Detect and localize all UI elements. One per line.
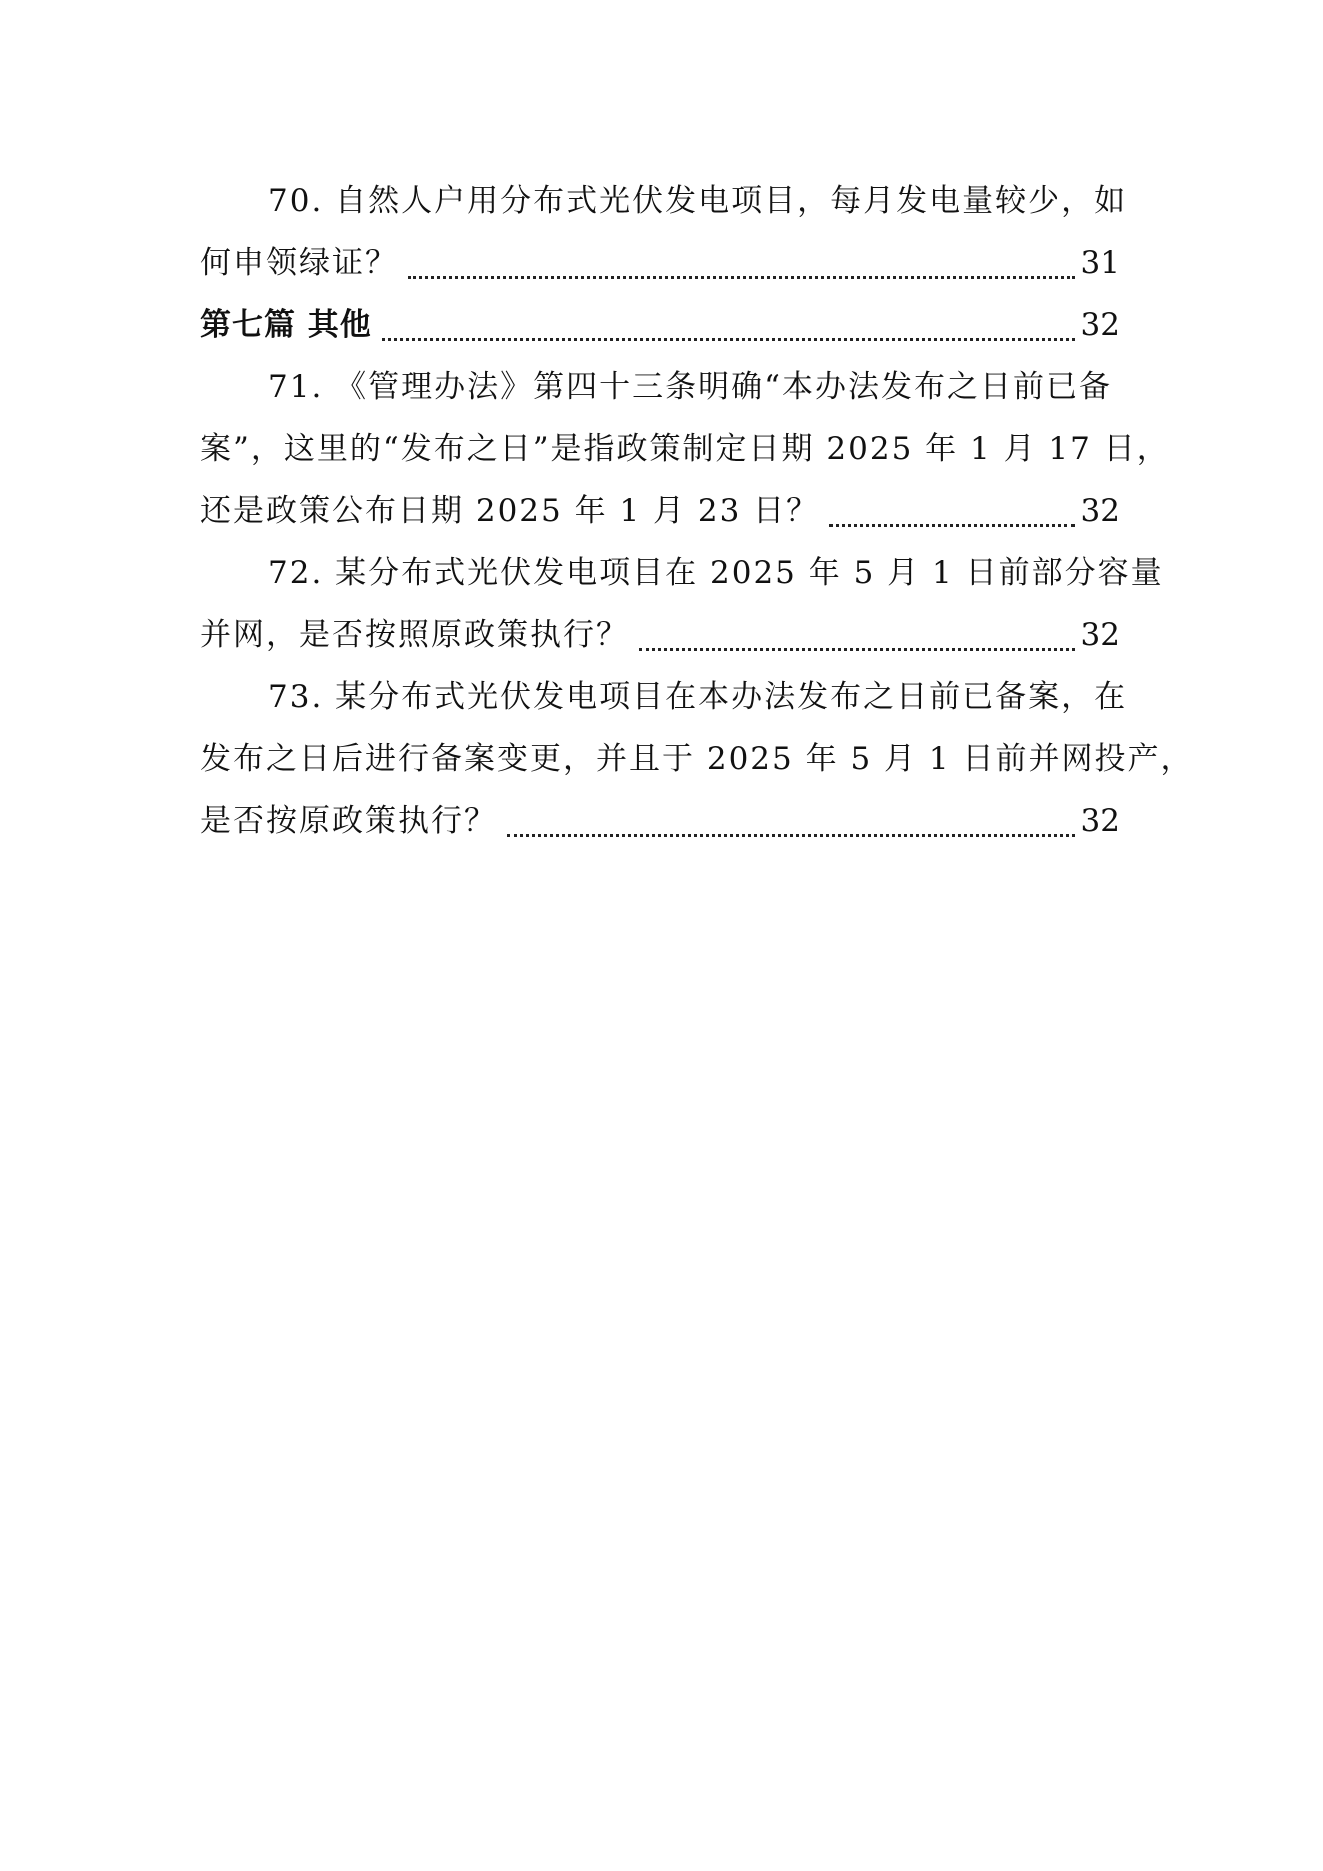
toc-entry-73-line-3[interactable] bbox=[200, 790, 1120, 852]
toc-entry-71-text-3: 还是政策公布日期 2025 年 1 月 23 日？ bbox=[200, 493, 820, 529]
table-of-contents bbox=[200, 170, 1194, 852]
dot-leader bbox=[507, 834, 1075, 837]
toc-entry-72-line-1[interactable] bbox=[200, 542, 1164, 604]
toc-entry-72-line-2[interactable] bbox=[200, 604, 1120, 666]
toc-section-7-title: 第七篇 其他 bbox=[200, 307, 372, 343]
dot-leader bbox=[382, 338, 1075, 341]
toc-entry-73-line-2[interactable] bbox=[200, 728, 1194, 790]
toc-entry-73-text-3: 是否按原政策执行？ bbox=[200, 803, 497, 839]
toc-entry-71-line-3[interactable] bbox=[200, 480, 1120, 542]
toc-entry-73-page: 32 bbox=[1080, 803, 1120, 839]
toc-entry-70-text-1: 70. 自然人户用分布式光伏发电项目，每月发电量较少，如 bbox=[268, 183, 1128, 219]
toc-entry-73-text-2: 发布之日后进行备案变更，并且于 2025 年 5 月 1 日前并网投产， bbox=[200, 741, 1194, 777]
toc-entry-70-line-1[interactable] bbox=[200, 170, 1128, 232]
toc-entry-70-line-2[interactable] bbox=[200, 232, 1120, 294]
toc-entry-72-page: 32 bbox=[1080, 617, 1120, 653]
toc-entry-71-text-2: 案”，这里的“发布之日”是指政策制定日期 2025 年 1 月 17 日， bbox=[200, 431, 1170, 467]
toc-section-7-page: 32 bbox=[1080, 307, 1120, 343]
toc-entry-73-line-1[interactable] bbox=[200, 666, 1128, 728]
toc-entry-71-line-1[interactable] bbox=[200, 356, 1120, 418]
toc-entry-70-page: 31 bbox=[1080, 245, 1120, 281]
dot-leader bbox=[829, 524, 1074, 527]
toc-entry-72-text-2: 并网，是否按照原政策执行？ bbox=[200, 617, 629, 653]
toc-entry-73-text-1: 73. 某分布式光伏发电项目在本办法发布之日前已备案，在 bbox=[268, 679, 1128, 715]
toc-entry-72-text-1: 72. 某分布式光伏发电项目在 2025 年 5 月 1 日前部分容量 bbox=[268, 555, 1164, 591]
toc-section-7[interactable] bbox=[200, 294, 1120, 356]
dot-leader bbox=[639, 648, 1075, 651]
dot-leader bbox=[408, 276, 1075, 279]
toc-entry-71-page: 32 bbox=[1080, 493, 1120, 529]
toc-entry-71-text-1: 71. 《管理办法》第四十三条明确“本办法发布之日前已备 bbox=[268, 369, 1112, 405]
toc-entry-70-text-2: 何申领绿证？ bbox=[200, 245, 398, 281]
toc-entry-71-line-2[interactable] bbox=[200, 418, 1170, 480]
